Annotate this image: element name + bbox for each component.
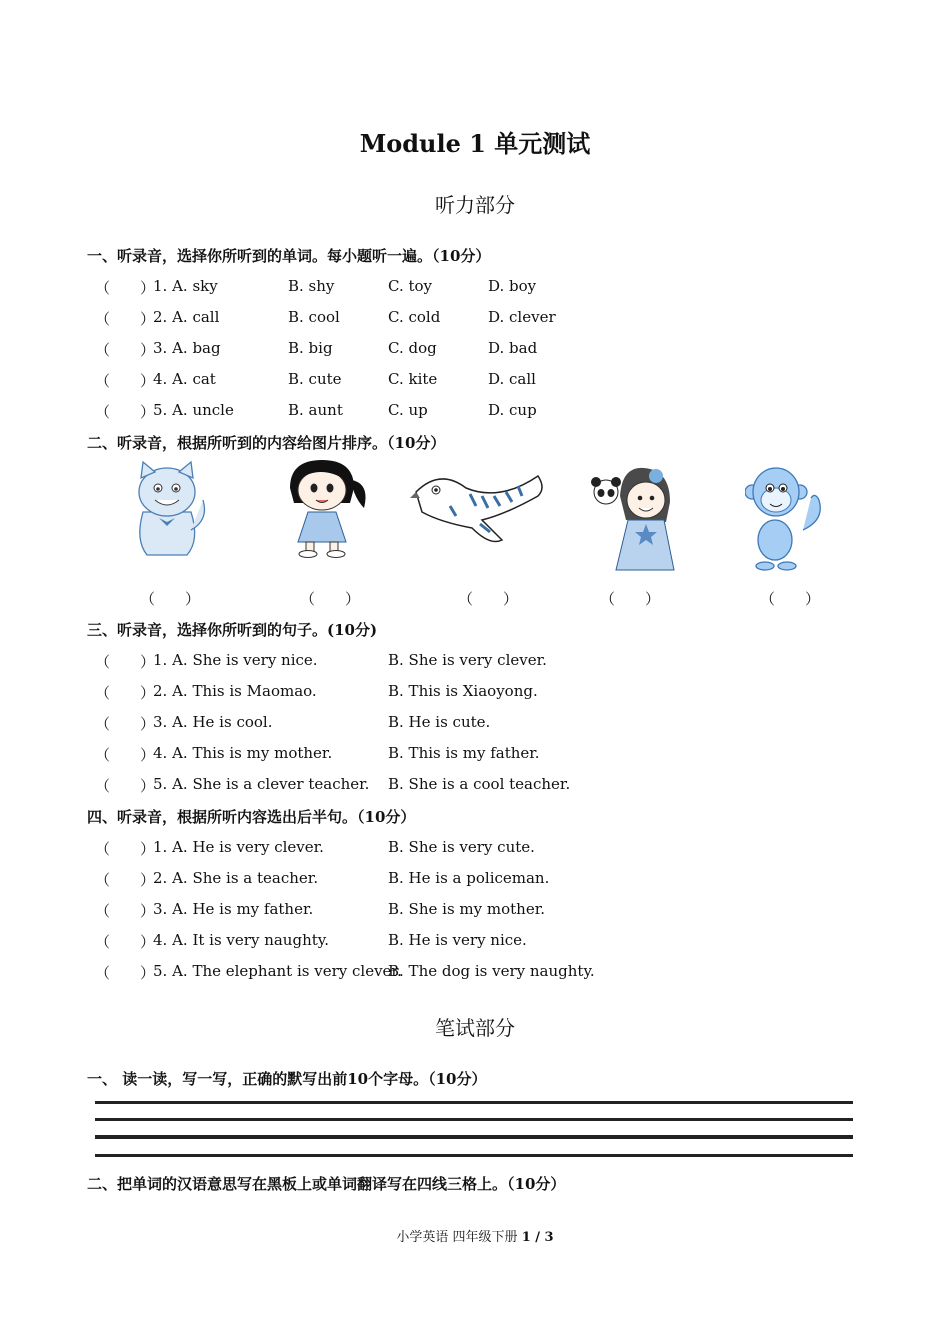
section-1-title: 一、听录音，选择你所听到的单词。每小题听一遍。（10分） — [87, 247, 491, 265]
listening-header: 听力部分 — [435, 193, 515, 217]
answer-bracket: （ ） — [95, 840, 156, 858]
page-footer: 小学英语 四年级下册 1 / 3 — [396, 1230, 554, 1245]
four-line-grid-line-2 — [95, 1118, 853, 1121]
answer-bracket: （ ） — [300, 590, 361, 608]
writing-section-1-title: 一、 读一读，写一写，正确的默写出前10个字母。（10分） — [87, 1070, 487, 1088]
answer-bracket: （ ） — [95, 372, 156, 390]
answer-bracket: （ ） — [95, 279, 156, 297]
answer-bracket: （ ） — [95, 902, 156, 920]
monkey-picture — [745, 462, 827, 572]
answer-bracket: （ ） — [95, 653, 156, 671]
bird-picture — [410, 466, 548, 548]
answer-bracket: （ ） — [600, 590, 661, 608]
page-number: 1 / 3 — [521, 1230, 554, 1245]
writing-section-2-title: 二、把单词的汉语意思写在黑板上或单词翻译写在四线三格上。（10分） — [87, 1175, 566, 1193]
answer-bracket: （ ） — [95, 777, 156, 795]
answer-bracket: （ ） — [95, 310, 156, 328]
section-4-title: 四、听录音，根据所听内容选出后半句。（10分） — [87, 808, 416, 826]
cat-picture — [125, 460, 210, 560]
writing-header: 笔试部分 — [435, 1016, 515, 1040]
section-3-title: 三、听录音，选择你所听到的句子。(10分) — [87, 621, 378, 639]
four-line-grid-line-4 — [95, 1154, 853, 1157]
page-title: Module 1 单元测试 — [359, 129, 591, 158]
girl-with-panda-picture — [586, 462, 678, 574]
answer-bracket: （ ） — [95, 933, 156, 951]
answer-bracket: （ ） — [95, 715, 156, 733]
answer-bracket: （ ） — [95, 684, 156, 702]
four-line-grid-line-1 — [95, 1101, 853, 1104]
answer-bracket: （ ） — [95, 746, 156, 764]
answer-bracket: （ ） — [140, 590, 201, 608]
answer-bracket: （ ） — [95, 964, 156, 982]
answer-bracket: （ ） — [95, 341, 156, 359]
girl-picture — [280, 458, 370, 558]
four-line-grid-line-3 — [95, 1135, 853, 1139]
answer-bracket: （ ） — [458, 590, 519, 608]
answer-bracket: （ ） — [95, 403, 156, 421]
answer-bracket: （ ） — [95, 871, 156, 889]
section-2-title: 二、听录音，根据所听到的内容给图片排序。（10分） — [87, 434, 446, 452]
answer-bracket: （ ） — [760, 590, 821, 608]
